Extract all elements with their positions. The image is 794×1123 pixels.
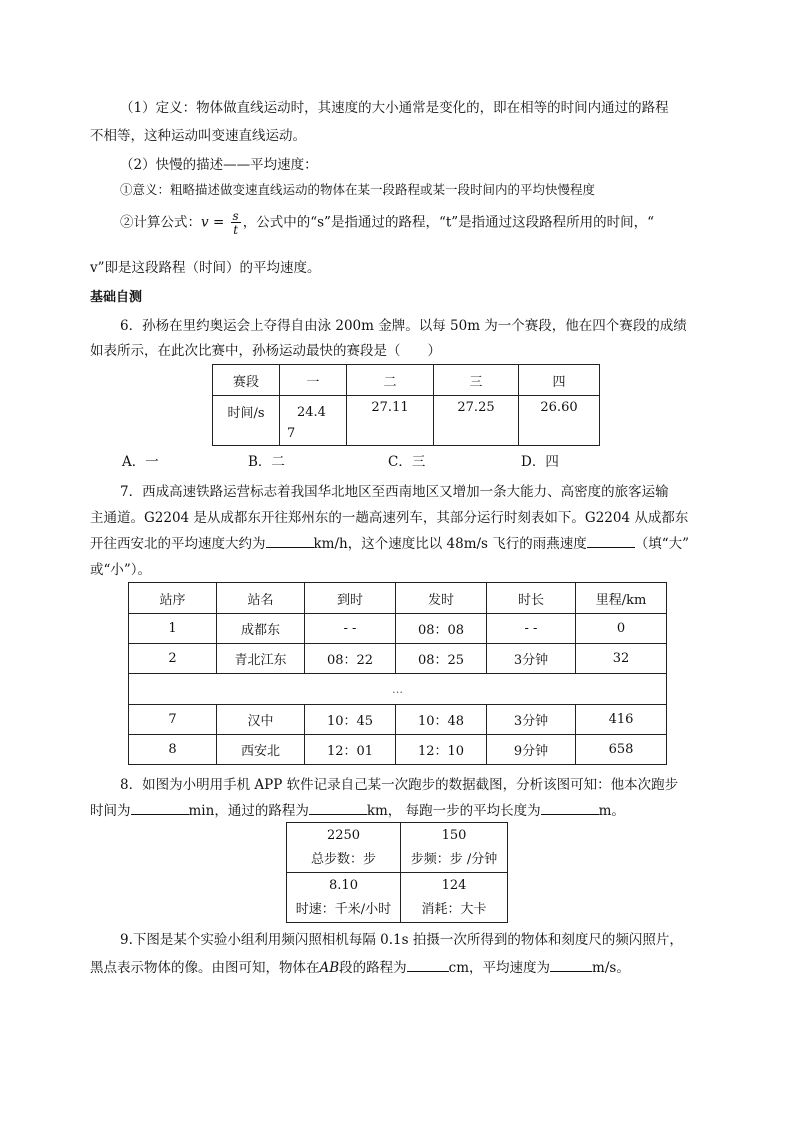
q6-option-c: C．三 bbox=[388, 454, 426, 470]
q6-header-segment: 赛段 bbox=[213, 365, 280, 396]
q6-header-4: 四 bbox=[519, 365, 600, 396]
q9-distance-blank[interactable] bbox=[407, 959, 449, 972]
q6-time-2: 27.11 bbox=[347, 396, 434, 446]
table-row bbox=[129, 705, 667, 735]
q9-line-2 bbox=[90, 956, 710, 976]
table-row bbox=[129, 614, 667, 644]
q7-cell: 成都东 bbox=[217, 614, 305, 644]
q8-total-steps bbox=[287, 823, 401, 873]
formula-suffix: ，公式中的“s”是指通过的路程，“t”是指通过这段路程所用的时间，“ bbox=[242, 214, 655, 231]
q7-speed-blank[interactable] bbox=[266, 535, 314, 548]
q8-line-2-c: km， 每跑一步的平均长度为 bbox=[366, 803, 541, 819]
q7-line-1: 7．西成高速铁路运营标志着我国华北地区至西南地区又增加一条大能力、高密度的旅客运输 bbox=[120, 484, 669, 500]
q6-time-4: 26.60 bbox=[519, 396, 600, 446]
table-row bbox=[129, 644, 667, 674]
q7-cell: 12：10 bbox=[396, 735, 487, 765]
formula-line bbox=[120, 210, 740, 236]
q9-line-2-a: 黑点表示物体的像。由图可知，物体在 bbox=[90, 960, 320, 976]
q7-cell: 0 bbox=[576, 614, 667, 644]
formula-denominator: t bbox=[233, 223, 239, 237]
q7-header-distance: 里程/km bbox=[576, 583, 667, 614]
formula-numerator: s bbox=[232, 209, 239, 223]
q7-cell: 32 bbox=[576, 644, 667, 674]
q8-cadence-value: 150 bbox=[441, 827, 467, 843]
q8-line-2-b: min，通过的路程为 bbox=[188, 803, 309, 819]
formula-prefix: ②计算公式： bbox=[120, 214, 201, 231]
q6-header-3: 三 bbox=[434, 365, 519, 396]
q7-cell: - - bbox=[487, 614, 576, 644]
q7-cell: 08：08 bbox=[396, 614, 487, 644]
q9-speed-blank[interactable] bbox=[550, 959, 592, 972]
q7-cell: 08：22 bbox=[305, 644, 396, 674]
formula-v: v bbox=[201, 214, 209, 231]
q8-line-1: 8．如图为小明用手机 APP 软件记录自己某一次跑步的数据截图，分析该图可知：他本次跑步 bbox=[120, 777, 679, 793]
q8-calories bbox=[401, 873, 508, 923]
q7-cell: 2 bbox=[129, 644, 217, 674]
q7-cell: 9分钟 bbox=[487, 735, 576, 765]
q8-cadence-label: 步频：步 /分钟 bbox=[410, 851, 498, 867]
q7-header-index: 站序 bbox=[129, 583, 217, 614]
q7-timetable bbox=[128, 582, 667, 765]
q6-table bbox=[212, 364, 600, 446]
q8-calories-value: 124 bbox=[441, 877, 467, 893]
q7-line-3-b: km/h，这个速度比以 48m/s 飞行的雨燕速度 bbox=[313, 536, 587, 552]
q8-cadence bbox=[401, 823, 508, 873]
q7-cell: 8 bbox=[129, 735, 217, 765]
q8-line-2-a: 时间为 bbox=[90, 803, 131, 819]
q6-time-1-b: 7 bbox=[287, 426, 296, 441]
q8-speed bbox=[287, 873, 401, 923]
q7-line-3 bbox=[90, 532, 710, 552]
q6-header-2: 二 bbox=[347, 365, 434, 396]
q7-cell: 658 bbox=[576, 735, 667, 765]
q7-compare-blank[interactable] bbox=[587, 535, 635, 548]
q7-cell: - - bbox=[305, 614, 396, 644]
q9-line-1: 9.下图是某个实验小组利用频闪照相机每隔 0.1s 拍摄一次所得到的物体和刻度尺的频闪照片， bbox=[120, 932, 683, 948]
q7-cell: 10：45 bbox=[305, 705, 396, 735]
q8-line-2-d: m。 bbox=[598, 803, 625, 819]
q6-line-1: 6．孙杨在里约奥运会上夺得自由泳 200m 金牌。以每 50m 为一个赛段，他在四个赛段的成绩 bbox=[120, 318, 687, 334]
q8-step-length-blank[interactable] bbox=[541, 802, 599, 815]
q6-option-b: B．二 bbox=[248, 454, 285, 470]
q7-cell: 3分钟 bbox=[487, 705, 576, 735]
q7-line-2: 主通道。G2204 是从成都东开往郑州东的一趟高速列车，其部分运行时刻表如下。G2204 从成都东 bbox=[90, 510, 689, 526]
table-row bbox=[129, 735, 667, 765]
q7-cell: 12：01 bbox=[305, 735, 396, 765]
q8-line-2 bbox=[90, 799, 710, 819]
q6-time-1-a: 24.4 bbox=[297, 405, 326, 420]
formula-line-2: v”即是这段路程（时间）的平均速度。 bbox=[90, 260, 321, 276]
definition-line-1: （1）定义：物体做直线运动时，其速度的大小通常是变化的，即在相等的时间内通过的路程 bbox=[120, 100, 669, 116]
definition-line-2: 不相等，这种运动叫变速直线运动。 bbox=[90, 128, 306, 144]
formula-fraction bbox=[231, 210, 241, 236]
q6-option-a: A．一 bbox=[122, 454, 159, 470]
formula-equals: = bbox=[212, 214, 225, 231]
q7-header-depart: 发时 bbox=[396, 583, 487, 614]
q7-cell: 08：25 bbox=[396, 644, 487, 674]
q8-calories-label: 消耗：大卡 bbox=[421, 901, 487, 917]
q7-header-arrive: 到时 bbox=[305, 583, 396, 614]
meaning-line: ①意义：粗略描述做变速直线运动的物体在某一段路程或某一段时间内的平均快慢程度 bbox=[120, 182, 596, 197]
q7-cell: 西安北 bbox=[217, 735, 305, 765]
q9-line-2-b: 段的路程为 bbox=[339, 960, 407, 976]
q7-cell: 汉中 bbox=[217, 705, 305, 735]
q6-time-1 bbox=[280, 396, 347, 446]
section-title: 基础自测 bbox=[90, 290, 143, 305]
q7-header-station: 站名 bbox=[217, 583, 305, 614]
q7-line-4: 或“小”）。 bbox=[90, 562, 152, 578]
q7-cell: 10：48 bbox=[396, 705, 487, 735]
q7-header-stop: 时长 bbox=[487, 583, 576, 614]
q7-cell: 7 bbox=[129, 705, 217, 735]
q8-total-steps-value: 2250 bbox=[326, 827, 361, 843]
q9-line-2-d: m/s。 bbox=[592, 960, 630, 976]
q6-row-label: 时间/s bbox=[213, 396, 280, 446]
q7-cell: 3分钟 bbox=[487, 644, 576, 674]
q7-cell: 1 bbox=[129, 614, 217, 644]
q9-segment-ab: AB bbox=[319, 960, 340, 976]
q8-distance-blank[interactable] bbox=[309, 802, 367, 815]
q6-time-3: 27.25 bbox=[434, 396, 519, 446]
q6-option-d: D．四 bbox=[521, 454, 559, 470]
q8-app-data bbox=[286, 822, 508, 923]
q6-line-2: 如表所示，在此次比赛中，孙杨运动最快的赛段是（ ） bbox=[90, 343, 441, 359]
q8-time-blank[interactable] bbox=[131, 802, 189, 815]
q7-cell: 416 bbox=[576, 705, 667, 735]
q8-speed-value: 8.10 bbox=[329, 877, 358, 893]
q7-line-3-a: 开往西安北的平均速度大约为 bbox=[90, 536, 266, 552]
q7-line-3-c: （填“大” bbox=[634, 536, 690, 552]
q7-cell: 青北江东 bbox=[217, 644, 305, 674]
q9-line-2-c: cm，平均速度为 bbox=[448, 960, 551, 976]
q8-speed-label: 时速：千米/小时 bbox=[295, 901, 392, 917]
q6-header-1: 一 bbox=[280, 365, 347, 396]
q8-total-steps-label: 总步数：步 bbox=[310, 851, 376, 867]
description-title: （2）快慢的描述——平均速度： bbox=[120, 157, 318, 173]
q7-ellipsis-row: … bbox=[129, 674, 667, 705]
